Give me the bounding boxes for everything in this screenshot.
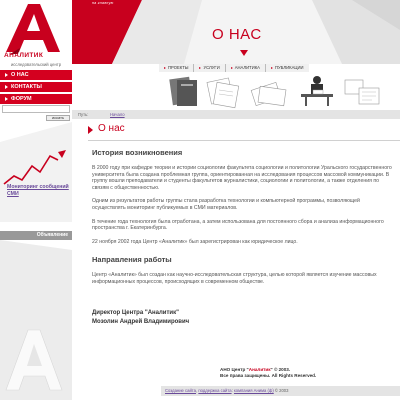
arrow-right-icon (88, 126, 93, 134)
arrow-right-icon (231, 67, 233, 69)
site-creation-link[interactable]: Создание сайта (165, 388, 197, 393)
page-title: О нас (98, 123, 125, 134)
title-bar (88, 122, 400, 140)
monitoring-link[interactable]: Мониторинг сообщений СМИ (7, 184, 69, 197)
paragraph: Одним из результатов работы группы стала разработка технологии и компьютерной программы, позволяющей осуществлять мониторинг публикуемых в СМИ материалов. (92, 198, 360, 211)
person-at-desk-icon (301, 76, 333, 106)
report-papers-icon (345, 80, 379, 104)
company-link[interactable]: компания Анима (ф) (233, 388, 274, 393)
top-nav-analytics[interactable]: АНАЛИТИКА (225, 64, 265, 72)
left-menu (0, 70, 72, 106)
top-nav-publications[interactable]: ПУБЛИКАЦИИ (265, 64, 309, 72)
top-nav-services[interactable]: УСЛУГИ (193, 64, 224, 72)
breadcrumb (72, 110, 400, 119)
top-nav-projects[interactable]: ПРОЕКТЫ (159, 64, 193, 72)
footer-credits: Создание сайта, поддержка сайта: компания Анима (ф) © 2003 (161, 386, 400, 396)
paragraph: В течение года технология была отработана, а затем использована для постоянного сбора и анализа информационного пространства г. Екатеринбурга. (92, 218, 384, 232)
announcement-button[interactable]: Объявление (0, 231, 72, 240)
brand-subtitle: исследовательский центр (10, 62, 62, 67)
breadcrumb-label: Путь: (78, 112, 89, 117)
page-heading: О НАС (212, 26, 262, 43)
paragraph: В 2000 году при кафедре теории и истории социологии факультета социологии и политологии Уральского государственного университета была создана проблемная группа, ориентированная на исследования процессов массовой коммуникации. В группу вошли преподаватели и студенты факультетов журналистики, социологии и политологии, а также отделения по связям с общественностью. (92, 165, 392, 191)
copyright: АНО Центр "Аналитик" © 2003. Все права защищены. All Rights Reserved. (220, 367, 317, 378)
arrow-right-icon (5, 97, 8, 101)
left-menu-item-about[interactable]: О НАС (0, 70, 72, 81)
logo-watermark-illustration (0, 240, 72, 400)
arrow-right-icon (5, 85, 8, 89)
divider (88, 140, 400, 141)
home-link[interactable]: на главную (92, 1, 114, 5)
arrow-right-icon (5, 73, 8, 77)
signature-role: Директор Центра "Аналитик" (92, 309, 179, 316)
arrow-down-icon (240, 50, 248, 56)
left-column (0, 0, 72, 400)
site-support-link[interactable]: поддержка сайта (198, 388, 232, 393)
top-nav (159, 64, 309, 72)
growth-graph-illustration (0, 122, 72, 222)
arrow-right-icon (199, 67, 201, 69)
left-menu-item-forum[interactable]: ФОРУМ (0, 94, 72, 105)
signature-name: Мозолин Андрей Владимирович (92, 318, 190, 325)
brand-name: АНАЛИТИК (4, 52, 44, 59)
search-button[interactable]: искать (46, 115, 70, 121)
section-title-history: История возникновения (92, 148, 183, 157)
paragraph: Центр «Аналитик» был создан как научно-исследовательская структура, целью которой является изучение массовых информационных процессов, происходящих в современном обществе. (92, 272, 377, 285)
header-illustrations (167, 72, 387, 110)
folders-icon (169, 77, 197, 106)
paragraph: 22 ноября 2002 года Центр «Аналитик» был зарегистрирован как юридическое лицо. (92, 238, 298, 245)
left-menu-item-contacts[interactable]: КОНТАКТЫ (0, 82, 72, 93)
main-content (92, 148, 394, 327)
section-title-directions: Направления работы (92, 255, 172, 265)
arrow-right-icon (164, 67, 166, 69)
documents-icon (207, 78, 239, 108)
search-input[interactable] (2, 105, 70, 113)
papers-stack-icon (251, 82, 286, 105)
brand-link[interactable]: Аналитик (248, 367, 271, 372)
header (72, 0, 400, 100)
arrow-right-icon (271, 67, 273, 69)
breadcrumb-home-link[interactable]: Начало (110, 112, 125, 117)
